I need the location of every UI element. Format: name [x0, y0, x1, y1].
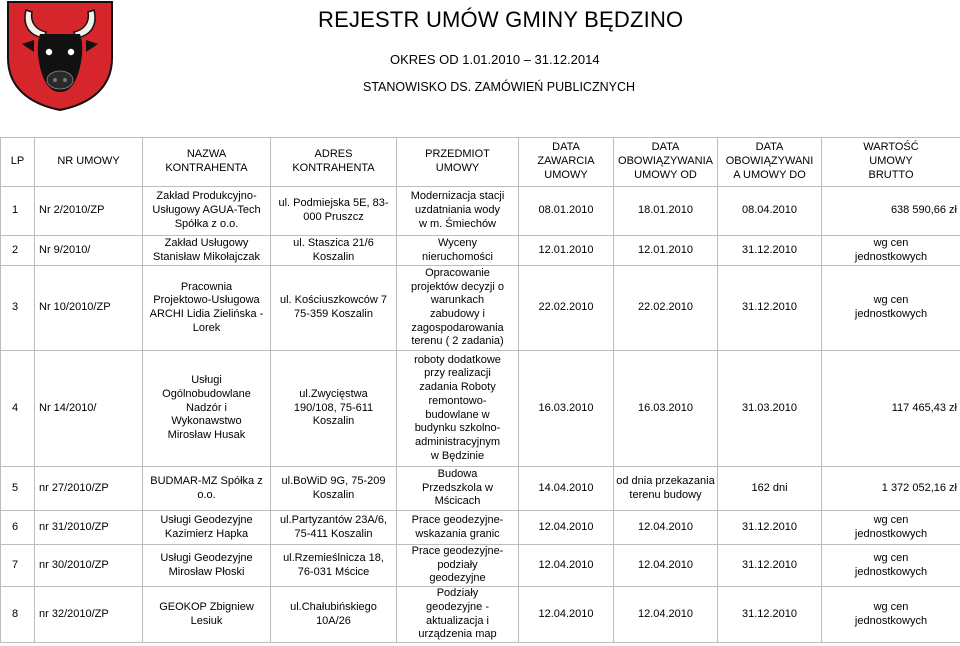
table-row — [1, 511, 960, 545]
cell-line: ul.Chałubińskiego — [290, 600, 377, 613]
col-adres-kontrahenta-header — [271, 138, 397, 187]
cell-line: A UMOWY DO — [733, 168, 806, 181]
contract-subject-cell — [397, 351, 519, 467]
cell-line: ul.Partyzantów 23A/6, — [279, 513, 387, 526]
valid-to-cell — [718, 266, 822, 351]
cell-line: w m. Śmiechów — [418, 217, 497, 230]
cell-line: ul.Zwycięstwa — [299, 387, 368, 400]
cell-line: NR UMOWY — [57, 155, 120, 168]
cell-line: BRUTTO — [868, 168, 914, 181]
cell-line: 18.01.2010 — [637, 204, 694, 217]
cell-line: Przedszkola w — [422, 481, 493, 494]
cell-line: budynku szkolno- — [414, 422, 501, 435]
valid-to-cell — [718, 187, 822, 236]
cell-line: ARCHI Lidia Zielińska - — [149, 308, 264, 320]
cell-line: wg cen — [873, 236, 909, 249]
cell-line: w Będzinie — [430, 449, 485, 462]
lp-cell — [1, 587, 35, 643]
cell-line: OBOWIĄZYWANI — [725, 155, 814, 168]
cell-line: GEOKOP Zbigniew — [159, 600, 254, 613]
cell-line: Lorek — [192, 321, 221, 334]
cell-line: wg cen — [873, 600, 909, 613]
contractor-name-cell — [143, 545, 271, 587]
contractor-address-cell — [271, 467, 397, 511]
contract-number-cell — [35, 187, 143, 236]
lp-cell — [1, 545, 35, 587]
valid-from-cell — [614, 351, 718, 467]
cell-line: 12.04.2010 — [538, 607, 594, 620]
date-signed-cell — [519, 236, 614, 266]
cell-line: Nr 2/2010/ZP — [39, 204, 105, 217]
cell-line: Prace geodezyjne- — [411, 545, 504, 557]
cell-line: zagospodarowania — [411, 321, 504, 334]
cell-line: 14.04.2010 — [538, 481, 594, 494]
gross-value-cell — [822, 511, 960, 545]
contract-subject-cell — [397, 545, 519, 587]
cell-line: 190/108, 75-611 — [293, 401, 374, 414]
cell-line: 12.01.2010 — [637, 243, 694, 256]
cell-line: nr 27/2010/ZP — [39, 481, 109, 494]
valid-to-cell — [718, 545, 822, 587]
cell-line: ul. Staszica 21/6 — [293, 236, 374, 249]
table-row — [1, 351, 960, 467]
cell-line: Mirosław Husak — [167, 429, 246, 442]
cell-line: ADRES — [314, 148, 353, 161]
cell-line: administracyjnym — [415, 435, 500, 448]
cell-line: Budowa — [437, 467, 478, 480]
cell-line: ul.BoWiD 9G, 75-209 — [281, 474, 386, 487]
cell-line: Prace geodezyjne- — [411, 513, 504, 526]
valid-from-cell — [614, 467, 718, 511]
cell-line: 12.04.2010 — [538, 520, 594, 533]
contractor-name-cell — [143, 587, 271, 643]
cell-line: zadania Roboty — [419, 381, 496, 394]
date-signed-cell — [519, 587, 614, 643]
col-data-od-header — [614, 138, 718, 187]
cell-line: 31.03.2010 — [741, 401, 798, 414]
contractor-address-cell — [271, 545, 397, 587]
valid-to-cell — [718, 467, 822, 511]
cell-line: 162 dni — [751, 481, 788, 494]
cell-line: 12.01.2010 — [538, 243, 594, 256]
gross-value-cell — [822, 467, 960, 511]
contractor-name-cell — [143, 187, 271, 236]
gross-value-cell — [822, 545, 960, 587]
cell-line: 75-411 Koszalin — [294, 527, 373, 540]
valid-from-cell — [614, 236, 718, 266]
cell-line: DATA — [651, 141, 680, 154]
bull-head-crest-icon — [4, 0, 116, 112]
cell-line: 12.04.2010 — [637, 607, 694, 620]
cell-line: Ogólnobudowlane — [162, 387, 251, 400]
cell-line: UMOWY OD — [634, 168, 697, 181]
cell-line: jednostkowych — [854, 308, 928, 320]
cell-line: Usługi Geodezyjne — [160, 513, 253, 526]
gross-value-cell — [822, 266, 960, 351]
gross-value-cell — [822, 351, 960, 467]
valid-from-cell — [614, 511, 718, 545]
cell-line: urządzenia map — [418, 628, 497, 641]
valid-to-cell — [718, 351, 822, 467]
gross-value-cell — [822, 236, 960, 266]
cell-line: 000 Pruszcz — [303, 211, 364, 223]
col-nr-umowy-header — [35, 138, 143, 187]
cell-line: o.o. — [197, 488, 216, 501]
contractor-address-cell — [271, 351, 397, 467]
contractor-name-cell — [143, 511, 271, 545]
cell-line: 4 — [12, 401, 19, 414]
cell-line: 31.12.2010 — [741, 243, 798, 256]
table-row — [1, 187, 960, 236]
contract-subject-cell — [397, 511, 519, 545]
cell-line: 76-031 Mścice — [297, 565, 370, 578]
cell-line: UMOWY — [869, 155, 913, 168]
contract-number-cell — [35, 587, 143, 643]
cell-line: LP — [10, 155, 25, 168]
contract-subject-cell — [397, 467, 519, 511]
cell-line: 10A/26 — [316, 614, 351, 627]
contract-number-cell — [35, 236, 143, 266]
cell-line: Kazimierz Hapka — [164, 527, 249, 540]
contract-subject-cell — [397, 266, 519, 351]
cell-line: 6 — [12, 520, 19, 533]
table-row — [1, 266, 960, 351]
cell-line: Zakład Usługowy — [164, 236, 249, 249]
cell-line: wg cen — [873, 513, 909, 526]
cell-line: zabudowy i — [429, 308, 486, 320]
cell-line: Spółka z o.o. — [174, 217, 239, 230]
cell-line: Modernizacja stacji — [410, 190, 505, 203]
lp-cell — [1, 511, 35, 545]
cell-line: od dnia przekazania — [616, 474, 715, 487]
table-row — [1, 587, 960, 643]
cell-line: podziały — [437, 558, 478, 571]
contract-number-cell — [35, 511, 143, 545]
cell-line: nr 31/2010/ZP — [39, 520, 109, 533]
gross-value-cell — [822, 587, 960, 643]
cell-line: 638 590,66 zł — [890, 204, 957, 217]
cell-line: KONTRAHENTA — [292, 162, 375, 174]
lp-cell — [1, 266, 35, 351]
cell-line: ul. Kościuszkowców 7 — [280, 294, 387, 307]
date-signed-cell — [519, 467, 614, 511]
cell-line: nr 30/2010/ZP — [39, 558, 109, 571]
contractor-address-cell — [271, 187, 397, 236]
col-nazwa-kontrahenta-header — [143, 138, 271, 187]
cell-line: wg cen — [873, 294, 909, 307]
contract-subject-cell — [397, 187, 519, 236]
cell-line: Koszalin — [312, 415, 355, 428]
cell-line: UMOWY — [435, 162, 480, 174]
cell-line: 5 — [12, 481, 19, 494]
cell-line: jednostkowych — [854, 250, 928, 263]
contractor-name-cell — [143, 236, 271, 266]
contract-subject-cell — [397, 587, 519, 643]
cell-line: OBOWIĄZYWANIA — [618, 155, 713, 168]
table-header-row — [1, 138, 960, 187]
cell-line: nr 32/2010/ZP — [39, 607, 109, 620]
valid-from-cell — [614, 266, 718, 351]
cell-line: remontowo- — [428, 394, 487, 407]
contractor-address-cell — [271, 587, 397, 643]
cell-line: 31.12.2010 — [741, 607, 798, 620]
cell-line: DATA — [755, 141, 784, 154]
document-period: OKRES OD 1.01.2010 – 31.12.2014 — [390, 52, 600, 67]
cell-line: BUDMAR-MZ Spółka z — [150, 474, 263, 487]
cell-line: 75-359 Koszalin — [294, 308, 373, 320]
cell-line: uzdatniania wody — [414, 204, 500, 217]
cell-line: ul.Rzemieślnicza 18, — [283, 551, 384, 564]
cell-line: Projektowo-Usługowa — [153, 294, 260, 307]
cell-line: Stanisław Mikołajczak — [153, 250, 260, 263]
cell-line: roboty dodatkowe — [414, 353, 501, 366]
cell-line: 7 — [12, 558, 19, 571]
contractor-address-cell — [271, 266, 397, 351]
cell-line: 08.04.2010 — [741, 204, 798, 217]
cell-line: ul. Podmiejska 5E, 83- — [278, 197, 389, 210]
cell-line: 16.03.2010 — [637, 401, 694, 414]
contract-subject-cell — [397, 236, 519, 266]
contractor-address-cell — [271, 511, 397, 545]
cell-line: DATA — [552, 141, 580, 154]
cell-line: 31.12.2010 — [741, 301, 798, 314]
contracts-table — [0, 137, 960, 643]
table-row — [1, 236, 960, 266]
cell-line: Koszalin — [312, 488, 355, 501]
cell-line: 16.03.2010 — [538, 401, 594, 414]
cell-line: Usługi Geodezyjne — [160, 551, 253, 564]
col-wartosc-header — [822, 138, 960, 187]
cell-line: 22.02.2010 — [538, 301, 594, 314]
cell-line: 12.04.2010 — [637, 520, 694, 533]
cell-line: wskazania granic — [415, 527, 500, 540]
lp-cell — [1, 187, 35, 236]
cell-line: Wyceny — [437, 236, 478, 249]
contractor-name-cell — [143, 266, 271, 351]
cell-line: ZAWARCIA — [537, 155, 595, 168]
cell-line: Usługowy AGUA-Tech — [152, 204, 261, 217]
cell-line: KONTRAHENTA — [165, 162, 248, 174]
cell-line: Nr 14/2010/ — [39, 401, 97, 414]
gross-value-cell — [822, 187, 960, 236]
cell-line: 2 — [12, 243, 19, 256]
cell-line: NAZWA — [186, 148, 227, 161]
valid-to-cell — [718, 511, 822, 545]
col-data-do-header — [718, 138, 822, 187]
cell-line: 08.01.2010 — [538, 204, 594, 217]
col-lp-header — [1, 138, 35, 187]
col-data-zawarcia-header — [519, 138, 614, 187]
contract-number-cell — [35, 351, 143, 467]
contractor-address-cell — [271, 236, 397, 266]
cell-line: Zakład Produkcyjno- — [156, 190, 257, 203]
cell-line: Lesiuk — [190, 614, 223, 627]
cell-line: 8 — [12, 607, 19, 620]
cell-line: 12.04.2010 — [538, 558, 594, 571]
cell-line: Wykonawstwo — [171, 415, 242, 428]
date-signed-cell — [519, 511, 614, 545]
date-signed-cell — [519, 545, 614, 587]
cell-line: Mścicach — [434, 495, 481, 508]
cell-line: Nadzór i — [186, 401, 227, 414]
cell-line: 31.12.2010 — [741, 558, 798, 571]
cell-line: 12.04.2010 — [637, 558, 694, 571]
cell-line: jednostkowych — [854, 527, 928, 540]
cell-line: wg cen — [873, 551, 909, 564]
cell-line: aktualizacja i — [426, 614, 489, 627]
valid-to-cell — [718, 587, 822, 643]
cell-line: WARTOŚĆ — [863, 141, 919, 154]
cell-line: Opracowanie — [425, 266, 490, 279]
cell-line: nieruchomości — [422, 250, 493, 263]
cell-line: Koszalin — [312, 250, 355, 263]
document-title: REJESTR UMÓW GMINY BĘDZINO — [318, 7, 684, 32]
cell-line: 31.12.2010 — [741, 520, 798, 533]
date-signed-cell — [519, 266, 614, 351]
cell-line: 1 372 052,16 zł — [881, 481, 957, 494]
col-przedmiot-umowy-header — [397, 138, 519, 187]
cell-line: Podziały — [436, 587, 479, 600]
contract-number-cell — [35, 266, 143, 351]
cell-line: Mirosław Płoski — [168, 565, 245, 578]
contractor-name-cell — [143, 467, 271, 511]
cell-line: Usługi — [191, 374, 222, 387]
date-signed-cell — [519, 187, 614, 236]
valid-from-cell — [614, 587, 718, 643]
cell-line: jednostkowych — [854, 614, 928, 627]
cell-line: 22.02.2010 — [637, 301, 694, 314]
cell-line: 1 — [12, 204, 19, 217]
cell-line: UMOWY — [544, 168, 588, 181]
cell-line: Pracownia — [180, 280, 233, 293]
valid-to-cell — [718, 236, 822, 266]
cell-line: projektów decyzji o — [411, 280, 504, 293]
cell-line: budowlane w — [425, 408, 490, 421]
cell-line: warunkach — [430, 294, 485, 307]
contractor-name-cell — [143, 351, 271, 467]
valid-from-cell — [614, 545, 718, 587]
cell-line: Nr 10/2010/ZP — [39, 301, 111, 314]
contract-number-cell — [35, 545, 143, 587]
lp-cell — [1, 351, 35, 467]
table-row — [1, 545, 960, 587]
department-name: STANOWISKO DS. ZAMÓWIEŃ PUBLICZNYCH — [363, 80, 636, 94]
cell-line: terenu ( 2 zadania) — [411, 335, 504, 348]
lp-cell — [1, 236, 35, 266]
date-signed-cell — [519, 351, 614, 467]
cell-line: 3 — [12, 301, 19, 314]
cell-line: geodezyjne - — [426, 600, 489, 613]
cell-line: 117 465,43 zł — [891, 401, 957, 414]
lp-cell — [1, 467, 35, 511]
cell-line: jednostkowych — [854, 565, 928, 578]
table-row — [1, 467, 960, 511]
cell-line: przy realizacji — [424, 367, 491, 380]
contract-number-cell — [35, 467, 143, 511]
cell-line: PRZEDMIOT — [425, 148, 490, 161]
cell-line: geodezyjne — [429, 572, 486, 585]
cell-line: terenu budowy — [629, 488, 702, 501]
cell-line: Nr 9/2010/ — [39, 243, 91, 256]
valid-from-cell — [614, 187, 718, 236]
